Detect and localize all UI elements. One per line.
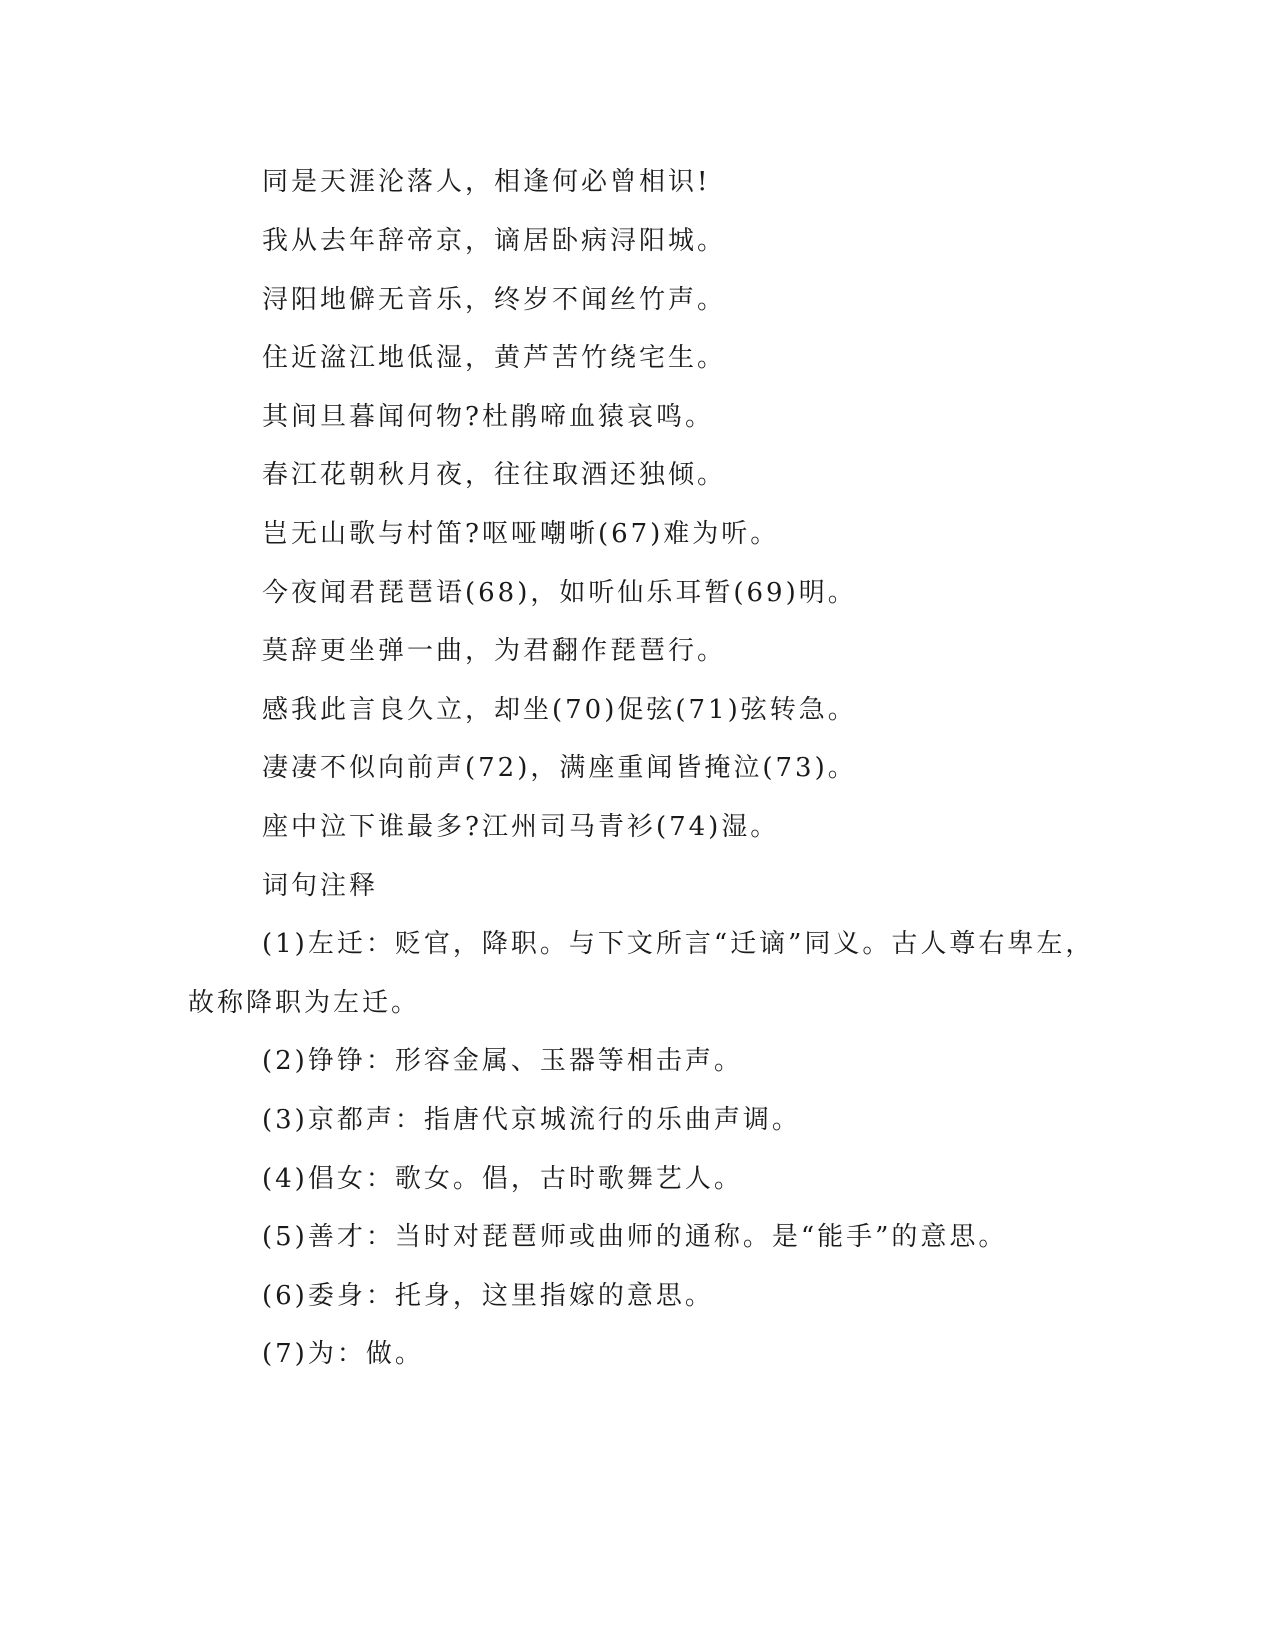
poem-line: 其间旦暮闻何物?杜鹃啼血猿哀鸣。 bbox=[262, 402, 714, 432]
note-1-continuation: 故称降职为左迁。 bbox=[188, 988, 421, 1018]
poem-line: 凄凄不似向前声(72)，满座重闻皆掩泣(73)。 bbox=[262, 753, 857, 783]
note-2: (2)铮铮：形容金属、玉器等相击声。 bbox=[262, 1046, 743, 1076]
poem-line: 我从去年辞帝京，谪居卧病浔阳城。 bbox=[262, 226, 727, 256]
poem-line: 座中泣下谁最多?江州司马青衫(74)湿。 bbox=[262, 812, 780, 842]
poem-line: 春江花朝秋月夜，往往取酒还独倾。 bbox=[262, 460, 727, 490]
poem-line: 岂无山歌与村笛?呕哑嘲哳(67)难为听。 bbox=[262, 519, 780, 549]
poem-line: 感我此言良久立，却坐(70)促弦(71)弦转急。 bbox=[262, 695, 857, 725]
poem-line: 莫辞更坐弹一曲，为君翻作琵琶行。 bbox=[262, 636, 727, 666]
poem-line: 同是天涯沦落人，相逢何必曾相识! bbox=[262, 167, 711, 197]
note-4: (4)倡女：歌女。倡，古时歌舞艺人。 bbox=[262, 1164, 743, 1194]
poem-line: 浔阳地僻无音乐，终岁不闻丝竹声。 bbox=[262, 285, 727, 315]
note-1: (1)左迁：贬官，降职。与下文所言“迁谪”同义。古人尊右卑左， bbox=[262, 929, 1095, 959]
notes-heading: 词句注释 bbox=[262, 871, 379, 901]
poem-line: 今夜闻君琵琶语(68)，如听仙乐耳暂(69)明。 bbox=[262, 578, 857, 608]
note-3: (3)京都声：指唐代京城流行的乐曲声调。 bbox=[262, 1105, 801, 1135]
note-6: (6)委身：托身，这里指嫁的意思。 bbox=[262, 1281, 714, 1311]
note-5: (5)善才：当时对琵琶师或曲师的通称。是“能手”的意思。 bbox=[262, 1222, 1008, 1252]
note-7: (7)为：做。 bbox=[262, 1339, 424, 1369]
poem-line: 住近湓江地低湿，黄芦苦竹绕宅生。 bbox=[262, 343, 727, 373]
